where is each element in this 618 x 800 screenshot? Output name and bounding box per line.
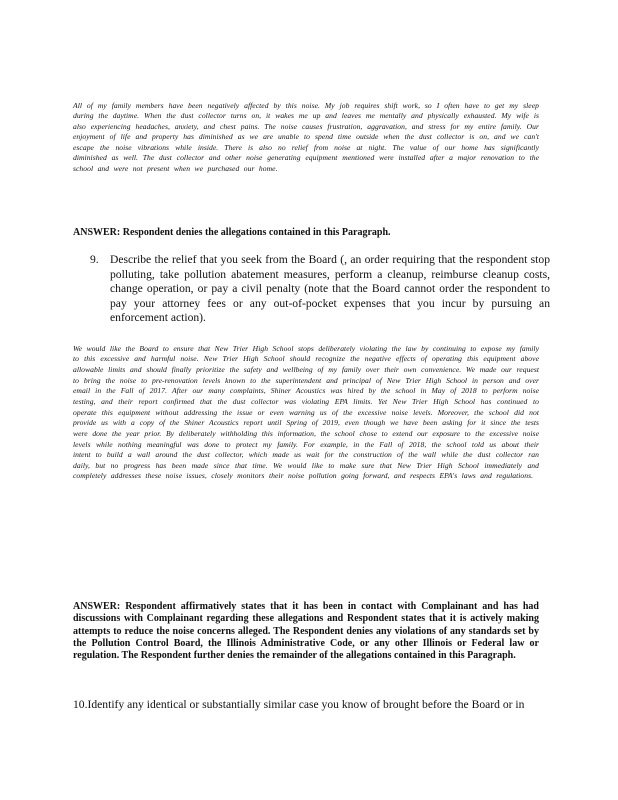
answer-affirmative: ANSWER: Respondent affirmatively states that it has been in contact with Complainant and has had discussions with Complainant regarding these allegations and Respondent states that it is actively making attempts to reduce the noise concerns alleged. The Respondent denies any violations of any standards set by the Pollution Control Board, the Illinois Administrative Code, or any other Illinois or Federal law or regulation. The Respondent further denies the remainder of the allegations contained in this Paragraph. — [73, 601, 539, 662]
complaint-paragraph-relief: We would like the Board to ensure that New Trier High School stops deliberately violating the law by continuing to expose my family to this excessive and harmful noise. New Trier High School should recognize the negative effects of operating this equipment above allowable limits and should finally prioritize the safety and wellbeing of my family over their own convenience. We made our request to bring the noise to pre-renovation levels known to the superintendent and principal of New Trier High School in person and over email in the Fall of 2017. After our many complaints, Shiner Acoustics was hired by the school in May of 2018 to perform noise testing, and their report confirmed that the dust collector was violating EPA limits. Yet New Trier High School has continued to operate this equipment without addressing the issue or even warning us of the excessive noise levels. Moreover, the school did not provide us with a copy of the Shiner Acoustics report until Spring of 2019, even though we have been asking for it since the tests were done the year prior. By deliberately withholding this information, the school chose to extend our exposure to the excessive noise levels while nothing meaningful was done to protect my family. For example, in the Fall of 2018, the school told us about their intent to build a wall around the dust collector, which made us wait for the construction of the wall while the dust collector ran daily, but no progress has been made since that time. We would like to make sure that New Trier High School immediately and completely addresses these noise issues, closely monitors their noise pollution going forward, and respects EPA's laws and regulations. — [73, 343, 539, 481]
question-10: 10.Identify any identical or substantially similar case you know of brought before the Board or in — [73, 698, 525, 711]
question-9 — [90, 253, 550, 326]
question-9-text: Describe the relief that you seek from the Board (, an order requiring that the respondent stop polluting, take pollution abatement measures, perform a cleanup, reimburse cleanup costs, change operation, or pay a civil penalty (note that the Board cannot order the respondent to pay your attorney fees or any out-of-pocket expenses that you incur by pursuing an enforcement action). — [110, 253, 550, 325]
answer-denial: ANSWER: Respondent denies the allegations contained in this Paragraph. — [73, 227, 391, 238]
question-9-number: 9. — [90, 253, 99, 266]
complaint-paragraph-effects: All of my family members have been negatively affected by this noise. My job requires shift work, so I often have to get my sleep during the daytime. When the dust collector turns on, it wakes me up and leaves me mentally and physically exhausted. My wife is also experiencing headaches, anxiety, and chest pains. The noise causes frustration, aggravation, and stress for my entire family. Our enjoyment of life and property has diminished as we are unable to spend time outside when the dust collector is on, and we can't escape the noise vibrations while inside. There is also no relief from noise at night. The value of our home has significantly diminished as well. The dust collector and other noise generating equipment mentioned were installed after a major renovation to the school and were not present when we purchased our home. — [73, 100, 539, 173]
